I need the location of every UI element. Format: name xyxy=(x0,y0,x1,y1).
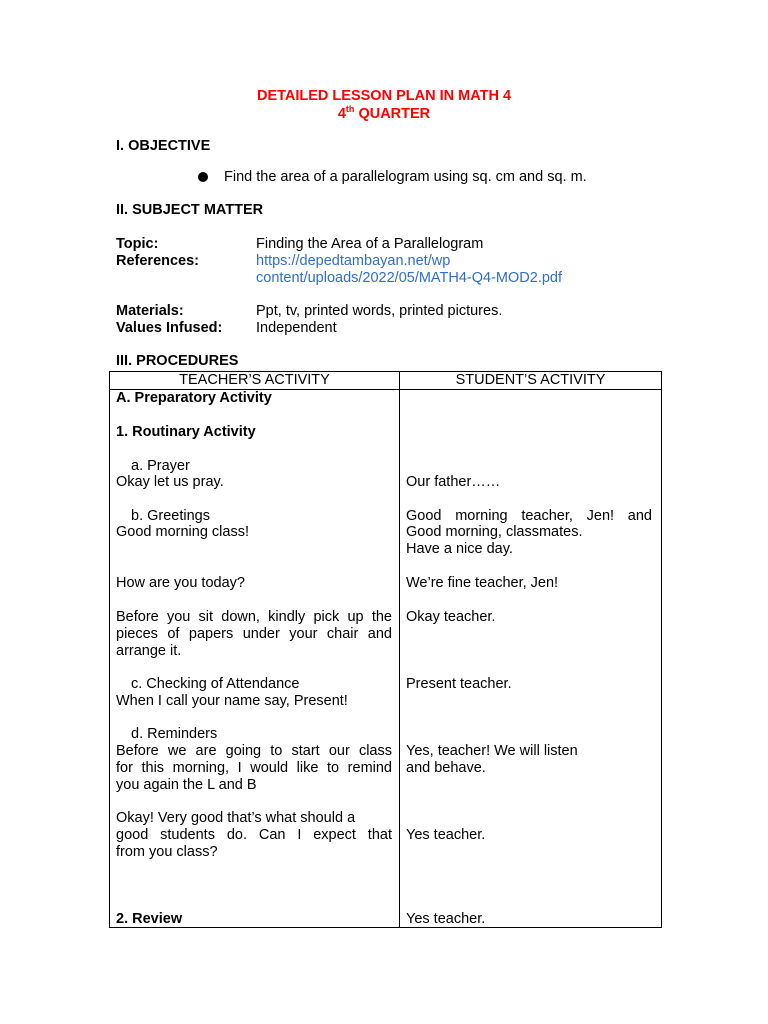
values-infused-label: Values Infused: xyxy=(116,320,223,336)
student-fine-line: We’re fine teacher, Jen! xyxy=(406,575,559,591)
student-greet-line1: Good morning teacher, Jen! and xyxy=(406,508,652,524)
bullet-icon xyxy=(198,172,208,182)
prayer-label: a. Prayer xyxy=(131,458,190,474)
quarter-number: 4 xyxy=(337,105,346,122)
student-activity-cell xyxy=(400,390,662,928)
okay-line3: from you class? xyxy=(116,844,218,860)
student-present-line: Present teacher. xyxy=(406,676,512,692)
attendance-label: c. Checking of Attendance xyxy=(131,676,300,692)
student-review-yes-line: Yes teacher. xyxy=(406,911,486,927)
quarter-ordinal-suffix: th xyxy=(345,104,355,114)
reminders-label: d. Reminders xyxy=(131,726,218,742)
student-yes-line: Yes teacher. xyxy=(406,827,486,843)
references-link-line2[interactable]: content/uploads/2022/05/MATH4-Q4-MOD2.pdf xyxy=(256,270,563,286)
greetings-line: Good morning class! xyxy=(116,524,249,540)
review-heading: 2. Review xyxy=(116,911,183,927)
materials-value: Ppt, tv, printed words, printed pictures. xyxy=(256,303,503,319)
okay-line2: good students do. Can I expect that xyxy=(116,827,392,843)
reminders-line1: Before we are going to start our class xyxy=(116,743,392,759)
topic-label: Topic: xyxy=(116,236,159,252)
student-prayer-line: Our father…… xyxy=(406,474,501,490)
student-activity-header: STUDENT’S ACTIVITY xyxy=(400,372,662,390)
attendance-line: When I call your name say, Present! xyxy=(116,693,348,709)
sit-down-line2: pieces of papers under your chair and xyxy=(116,626,392,642)
teacher-activity-cell xyxy=(110,390,400,928)
student-greet-line2: Good morning, classmates. xyxy=(406,524,583,540)
sit-down-line1: Before you sit down, kindly pick up the xyxy=(116,609,392,625)
table-row xyxy=(110,390,662,928)
routinary-activity-heading: 1. Routinary Activity xyxy=(116,424,256,440)
okay-line1: Okay! Very good that’s what should a xyxy=(116,810,356,826)
greetings-label: b. Greetings xyxy=(131,508,210,524)
materials-label: Materials: xyxy=(116,303,184,319)
preparatory-activity-heading: A. Preparatory Activity xyxy=(116,390,272,406)
student-listen-line2: and behave. xyxy=(406,760,486,776)
student-greet-line3: Have a nice day. xyxy=(406,541,513,557)
how-are-you-line: How are you today? xyxy=(116,575,245,591)
quarter-title xyxy=(0,104,768,122)
references-label: References: xyxy=(116,253,200,269)
reminders-line3: you again the L and B xyxy=(116,777,257,793)
procedures-heading: III. PROCEDURES xyxy=(116,353,239,369)
values-infused-value: Independent xyxy=(256,320,337,336)
reminders-line2: for this morning, I would like to remind xyxy=(116,760,392,776)
topic-value: Finding the Area of a Parallelogram xyxy=(256,236,484,252)
sit-down-line3: arrange it. xyxy=(116,643,182,659)
student-okay-line: Okay teacher. xyxy=(406,609,496,625)
teacher-activity-header: TEACHER’S ACTIVITY xyxy=(110,372,400,390)
student-listen-line1: Yes, teacher! We will listen xyxy=(406,743,578,759)
subject-matter-heading: II. SUBJECT MATTER xyxy=(116,202,264,218)
procedures-table xyxy=(109,371,662,928)
references-link-line1[interactable]: https://depedtambayan.net/wp xyxy=(256,253,451,269)
lesson-plan-title: DETAILED LESSON PLAN IN MATH 4 xyxy=(256,88,512,104)
prayer-line: Okay let us pray. xyxy=(116,474,224,490)
objective-item: Find the area of a parallelogram using sq. cm and sq. m. xyxy=(224,169,587,185)
quarter-label: QUARTER xyxy=(354,105,431,122)
objective-heading: I. OBJECTIVE xyxy=(116,138,211,154)
table-header-row xyxy=(110,372,662,390)
